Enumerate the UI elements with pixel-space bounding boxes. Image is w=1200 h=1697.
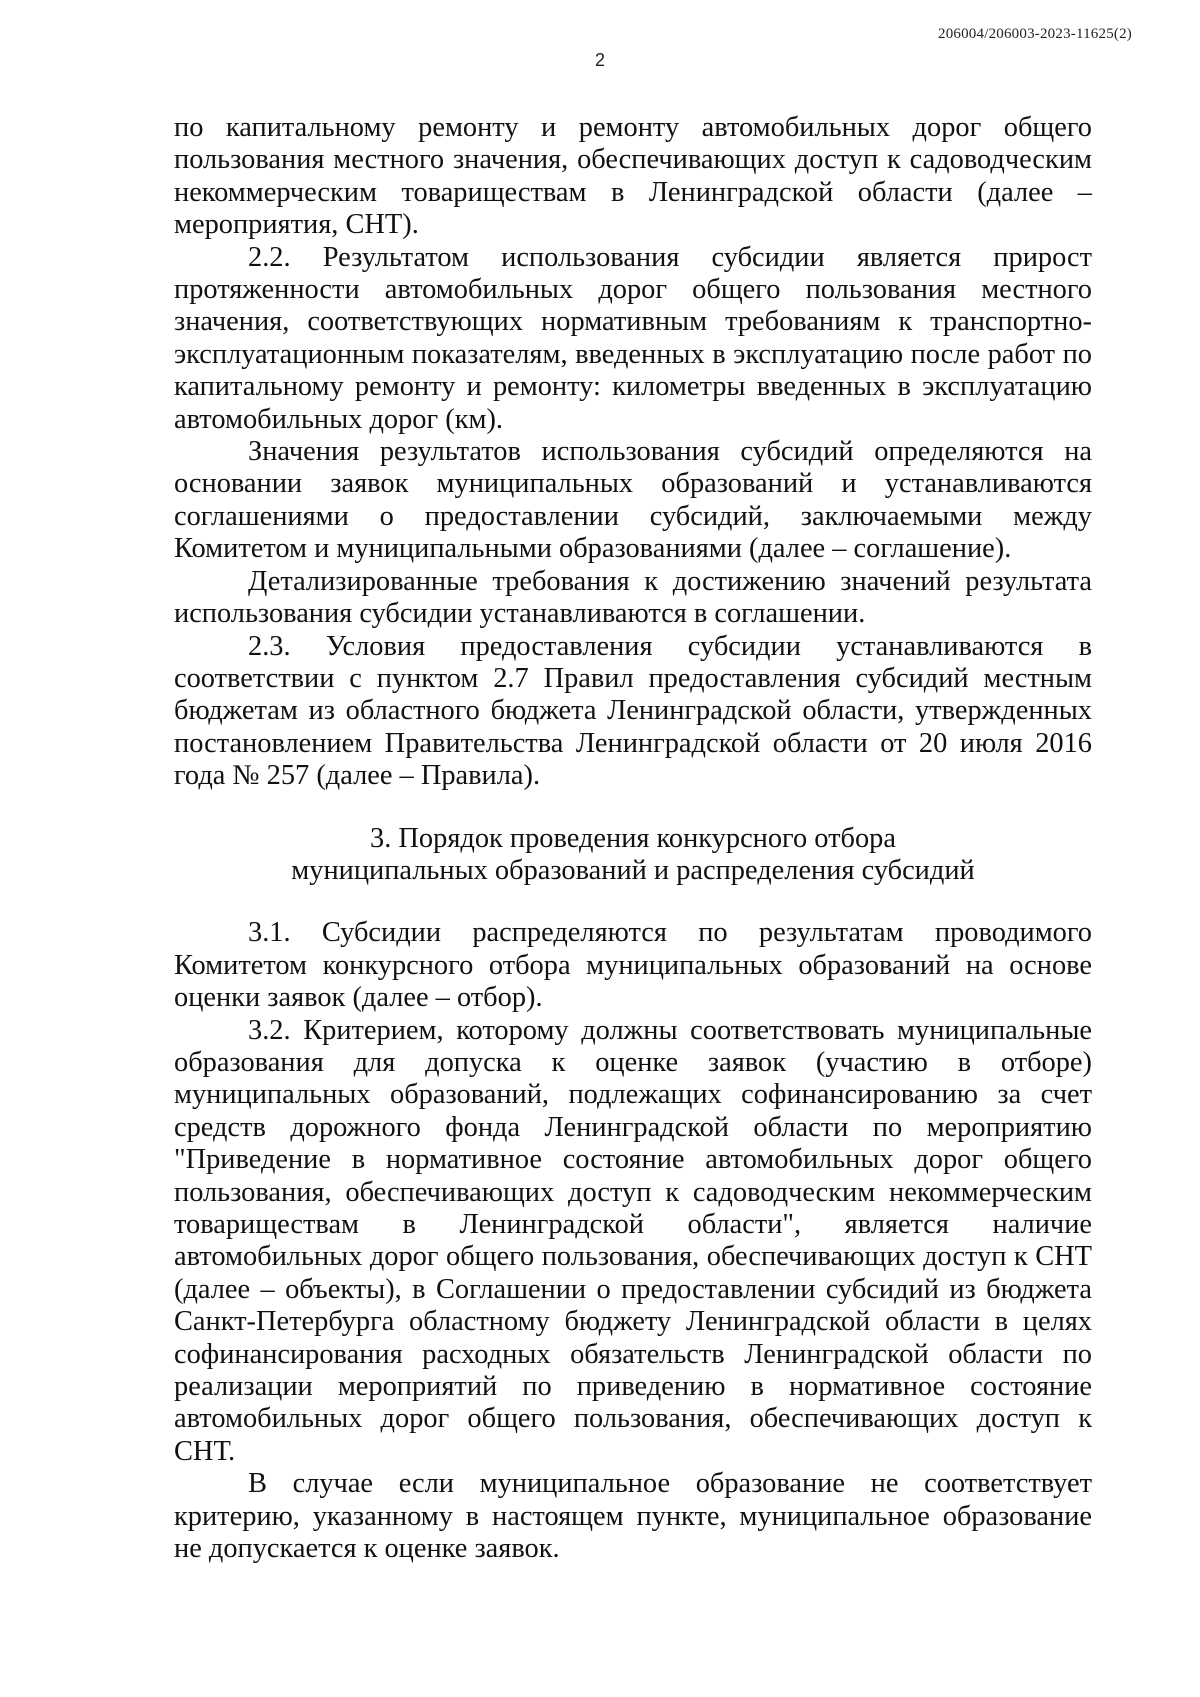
document-body <box>174 112 1092 1565</box>
section-heading <box>174 823 1092 888</box>
paragraph-non-compliance: В случае если муниципальное образование не соответствует критерию, указанному в настоящем пункте, муниципальное образование не допускается к оценке заявок. <box>174 1468 1092 1565</box>
section-heading-line-2: муниципальных образований и распределения субсидий <box>291 854 975 886</box>
paragraph-2-3: 2.3. Условия предоставления субсидии устанавливаются в соответствии с пунктом 2.7 Правил предоставления субсидий местным бюджетам из областного бюджета Ленинградской области, утвержденных постановлением Правительства Ленинградской области от 20 июля 2016 года № 257 (далее – Правила). <box>174 630 1092 792</box>
paragraph-continuation: по капитальному ремонту и ремонту автомобильных дорог общего пользования местного значения, обеспечивающих доступ к садоводческим некоммерческим товариществам в Ленинградской области (далее – мероприятия, СНТ). <box>174 112 1092 241</box>
paragraph-2-2: 2.2. Результатом использования субсидии является прирост протяженности автомобильных дорог общего пользования местного значения, соответствующих нормативным требованиям к транспортно-эксплуатационным показателям, введенных в эксплуатацию после работ по капитальному ремонту и ремонту: километры введенных в эксплуатацию автомобильных дорог (км). <box>174 241 1092 435</box>
page-number: 2 <box>594 50 605 70</box>
section-heading-line-1: 3. Порядок проведения конкурсного отбора <box>370 822 896 854</box>
paragraph-detailed-requirements: Детализированные требования к достижению значений результата использования субсидии устанавливаются в соглашении. <box>174 565 1092 630</box>
paragraph-result-values: Значения результатов использования субсидий определяются на основании заявок муниципальных образований и устанавливаются соглашениями о предоставлении субсидий, заключаемыми между Комитетом и муниципальными образованиями (далее – соглашение). <box>174 436 1092 565</box>
document-id: 206004/206003-2023-11625(2) <box>938 26 1132 42</box>
paragraph-3-2: 3.2. Критерием, которому должны соответствовать муниципальные образования для допуска к оценке заявок (участию в отборе) муниципальных образований, подлежащих софинансированию за счет средств дорожного фонда Ленинградской области по мероприятию "Приведение в нормативное состояние автомобильных дорог общего пользования, обеспечивающих доступ к садоводческим некоммерческим товариществам в Ленинградской области", является наличие автомобильных дорог общего пользования, обеспечивающих доступ к СНТ (далее – объекты), в Соглашении о предоставлении субсидий из бюджета Санкт-Петербурга областному бюджету Ленинградской области в целях софинансирования расходных обязательств Ленинградской области по реализации мероприятий по приведению в нормативное состояние автомобильных дорог общего пользования, обеспечивающих доступ к СНТ. <box>174 1014 1092 1467</box>
paragraph-3-1: 3.1. Субсидии распределяются по результатам проводимого Комитетом конкурсного отбора муниципальных образований на основе оценки заявок (далее – отбор). <box>174 917 1092 1014</box>
